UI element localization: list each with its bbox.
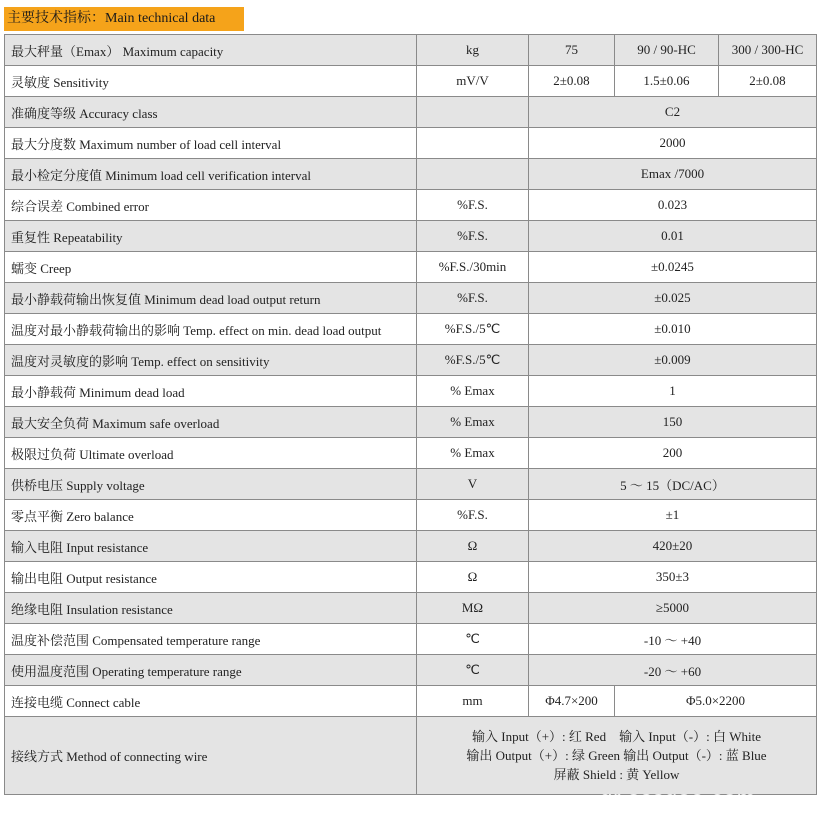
- row-label: 温度对最小静载荷输出的影响 Temp. effect on min. dead load output: [5, 314, 417, 345]
- row-unit: % Emax: [417, 376, 529, 407]
- row-label: 零点平衡 Zero balance: [5, 500, 417, 531]
- row-label: 接线方式 Method of connecting wire: [5, 717, 417, 795]
- table-row-wiring: [5, 717, 817, 795]
- row-unit: [417, 128, 529, 159]
- table-row: [5, 376, 817, 407]
- row-value: ±1: [529, 500, 817, 531]
- row-unit: %F.S./5℃: [417, 345, 529, 376]
- row-unit: Ω: [417, 562, 529, 593]
- row-value-90: 1.5±0.06: [615, 66, 719, 97]
- table-row: [5, 500, 817, 531]
- wiring-description: [417, 717, 817, 795]
- row-label: 温度对灵敏度的影响 Temp. effect on sensitivity: [5, 345, 417, 376]
- row-value: 0.01: [529, 221, 817, 252]
- row-label: 最大安全负荷 Maximum safe overload: [5, 407, 417, 438]
- table-row: [5, 159, 817, 190]
- row-value: 5 ～ 15（DC/AC）: [529, 469, 817, 500]
- row-label: 综合误差 Combined error: [5, 190, 417, 221]
- table-row: [5, 438, 817, 469]
- row-unit: ℃: [417, 624, 529, 655]
- table-row: [5, 562, 817, 593]
- row-value-75: 2±0.08: [529, 66, 615, 97]
- table-row: [5, 531, 817, 562]
- row-unit: kg: [417, 35, 529, 66]
- table-row: [5, 252, 817, 283]
- row-value-75: 75: [529, 35, 615, 66]
- row-label: 输入电阻 Input resistance: [5, 531, 417, 562]
- row-label: 最小静载荷输出恢复值 Minimum dead load output return: [5, 283, 417, 314]
- row-unit: %F.S.: [417, 500, 529, 531]
- table-row: [5, 190, 817, 221]
- row-value: Emax /7000: [529, 159, 817, 190]
- row-label: 极限过负荷 Ultimate overload: [5, 438, 417, 469]
- row-value: -10 ～ +40: [529, 624, 817, 655]
- row-label: 绝缘电阻 Insulation resistance: [5, 593, 417, 624]
- table-row: [5, 221, 817, 252]
- row-unit: %F.S.: [417, 190, 529, 221]
- row-value: ±0.010: [529, 314, 817, 345]
- table-row: [5, 97, 817, 128]
- row-value: 200: [529, 438, 817, 469]
- row-value-75: Φ4.7×200: [529, 686, 615, 717]
- table-row: [5, 624, 817, 655]
- row-label: 最大分度数 Maximum number of load cell interval: [5, 128, 417, 159]
- row-unit: MΩ: [417, 593, 529, 624]
- row-unit: Ω: [417, 531, 529, 562]
- row-unit: %F.S./5℃: [417, 314, 529, 345]
- row-unit: %F.S.: [417, 221, 529, 252]
- row-label: 最小检定分度值 Minimum load cell verification interval: [5, 159, 417, 190]
- table-row: [5, 128, 817, 159]
- wiring-input-line: 输入 Input（+）: 红 Red 输入 Input（-）: 白 White: [472, 729, 761, 744]
- row-unit: mV/V: [417, 66, 529, 97]
- wiring-shield-line: 屏蔽 Shield : 黄 Yellow: [553, 767, 680, 782]
- table-row: [5, 66, 817, 97]
- row-unit: mm: [417, 686, 529, 717]
- table-row: [5, 593, 817, 624]
- row-unit: ℃: [417, 655, 529, 686]
- table-row: [5, 407, 817, 438]
- row-value: 0.023: [529, 190, 817, 221]
- table-row: [5, 283, 817, 314]
- row-value: 420±20: [529, 531, 817, 562]
- row-label: 输出电阻 Output resistance: [5, 562, 417, 593]
- row-unit: % Emax: [417, 438, 529, 469]
- row-value-90-300: Φ5.0×2200: [615, 686, 817, 717]
- row-unit: % Emax: [417, 407, 529, 438]
- row-value: ±0.0245: [529, 252, 817, 283]
- row-value-300: 300 / 300-HC: [719, 35, 817, 66]
- row-value: 2000: [529, 128, 817, 159]
- row-label: 蠕变 Creep: [5, 252, 417, 283]
- row-unit: [417, 97, 529, 128]
- row-label: 准确度等级 Accuracy class: [5, 97, 417, 128]
- row-value-300: 2±0.08: [719, 66, 817, 97]
- row-label: 连接电缆 Connect cable: [5, 686, 417, 717]
- wiring-output-line: 输出 Output（+）: 绿 Green 输出 Output（-）: 蓝 Blue: [466, 748, 767, 763]
- row-label: 使用温度范围 Operating temperature range: [5, 655, 417, 686]
- row-value-90: 90 / 90-HC: [615, 35, 719, 66]
- row-value: 150: [529, 407, 817, 438]
- row-value: C2: [529, 97, 817, 128]
- table-row: [5, 35, 817, 66]
- row-label: 温度补偿范围 Compensated temperature range: [5, 624, 417, 655]
- row-label: 灵敏度 Sensitivity: [5, 66, 417, 97]
- table-row: [5, 469, 817, 500]
- table-row: [5, 686, 817, 717]
- table-row: [5, 345, 817, 376]
- row-unit: V: [417, 469, 529, 500]
- row-unit: [417, 159, 529, 190]
- row-value: -20 ～ +60: [529, 655, 817, 686]
- row-label: 最小静载荷 Minimum dead load: [5, 376, 417, 407]
- table-row: [5, 314, 817, 345]
- technical-data-table: [4, 34, 817, 795]
- row-value: ≥5000: [529, 593, 817, 624]
- row-label: 重复性 Repeatability: [5, 221, 417, 252]
- table-row: [5, 655, 817, 686]
- row-label: 最大秤量（Emax） Maximum capacity: [5, 35, 417, 66]
- row-unit: %F.S./30min: [417, 252, 529, 283]
- row-value: 350±3: [529, 562, 817, 593]
- row-value: 1: [529, 376, 817, 407]
- row-value: ±0.025: [529, 283, 817, 314]
- row-unit: %F.S.: [417, 283, 529, 314]
- row-label: 供桥电压 Supply voltage: [5, 469, 417, 500]
- row-value: ±0.009: [529, 345, 817, 376]
- section-title: 主要技术指标：Main technical data: [4, 7, 244, 31]
- watermark: gr.ossgoo.com: [600, 786, 757, 811]
